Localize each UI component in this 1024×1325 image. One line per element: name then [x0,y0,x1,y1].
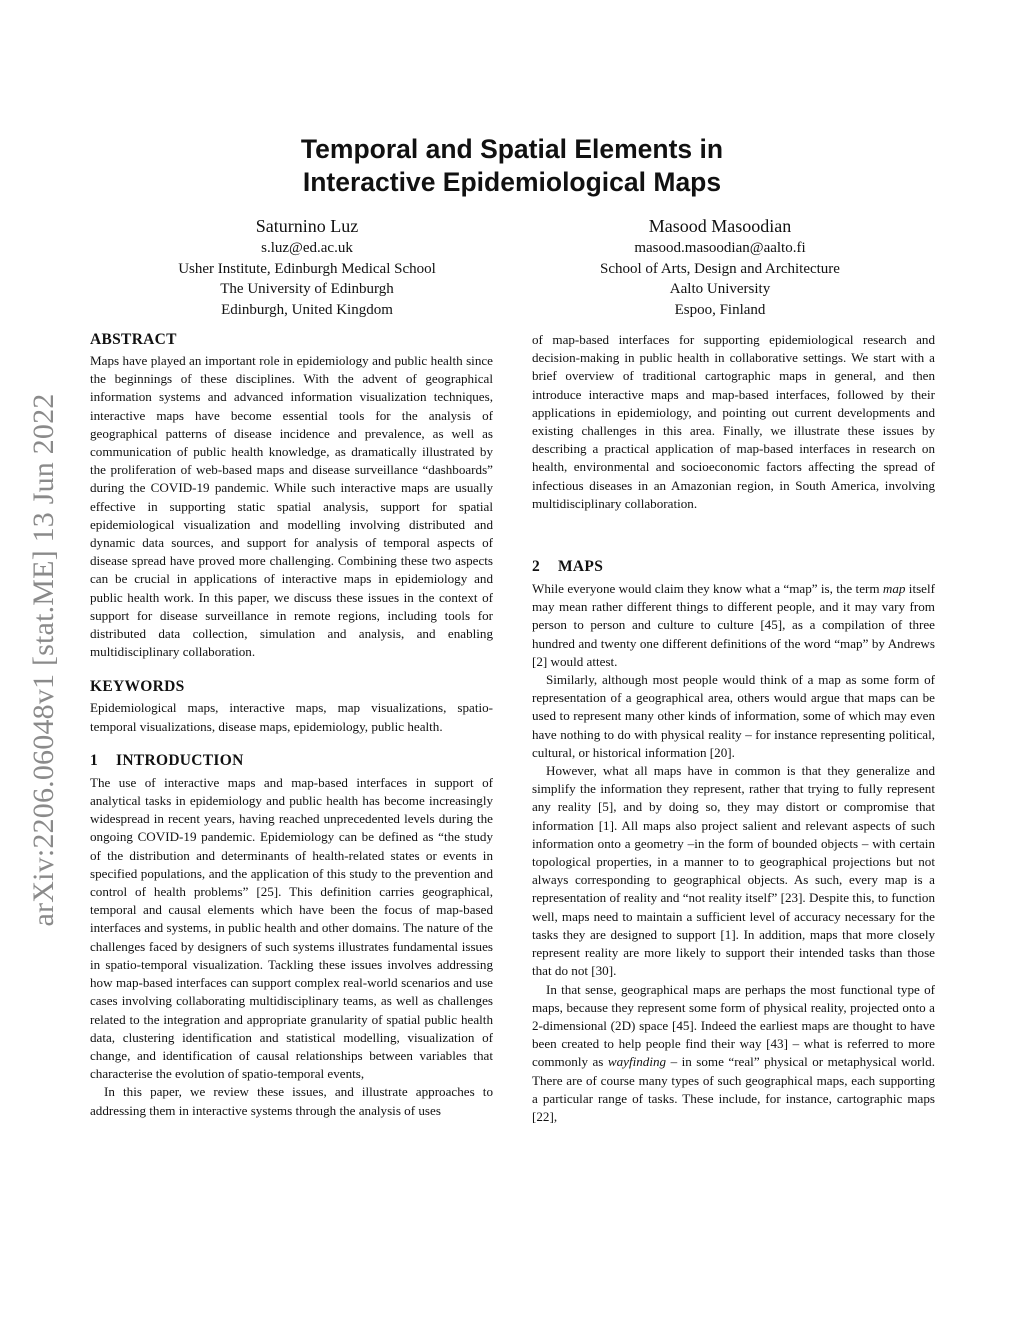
intro-paragraph-1: The use of interactive maps and map-based interfaces in support of analytical tasks in epidemiology and public health has become increasingly widespread in recent years, having reached unprecedented levels during the ongoing COVID-19 pandemic. Epidemiology can be defined as “the study of the distribution and determinants of health-related states or events in specified populations, and the application of this study to the prevention and control of health problems” [25]. This definition carries geographical, temporal and causal elements which have been the focus of map-based interfaces and systems, in public health and other domains. The nature of the challenges faced by designers of such systems illustrates fundamental issues in spatio-temporal visualization. Tackling these issues involves addressing how map-based interfaces can support complex real-world scenarios and use cases involving collaborating multidisciplinary teams, as well as challenges related to the integration and appropriate granularity of spatial public health data, clustering identification and statistical modelling, visualization of change, and identification of causal relationships between variables that characterise the evolution of spatio-temporal events, [90,774,493,1082]
keywords-text: Epidemiological maps, interactive maps, map visualizations, spatio-temporal visualizations, disease maps, epidemiology, public health. [90,700,493,734]
author-location: Espoo, Finland [674,301,766,318]
author-affiliation: Aalto University [669,281,771,297]
maps-paragraph-1: While everyone would claim they know what a “map” is, the term map itself may mean rather different things to different people, and it may vary from person to person and culture to culture [45], as a compilation of three hundred and twenty one different definitions of the word “map” by Andrews [2] would attest. [532,581,935,669]
section-title: INTRODUCTION [116,751,244,769]
intro-paragraph-2: In this paper, we review these issues, and illustrate approaches to addressing them in interactive systems through the analysis of uses [90,1084,493,1118]
author-block-1 [97,215,517,320]
abstract-text: Maps have played an important role in epidemiology and public health since the beginnings of these disciplines. With the advent of geographical information systems and advanced information visualization techniques, interactive maps have become essential tools for the analysis of geographical patterns of disease incidence and prevalence, as well as communication of public health knowledge, as dramatically illustrated by the proliferation of web-based maps and disease surveillance “dashboards” during the COVID-19 pandemic. While such interactive maps are usually effective in supporting static spatial analysis, support for spatial epidemiological visualization and modelling involving distributed and dynamic data sources, and support for analysis of temporal aspects of disease spread have proved more challenging. Combining these two aspects can be crucial in applications of interactive maps in epidemiology and public health work. In this paper, we discuss these issues in the context of support for disease surveillance in remote regions, including tools for distributed data collection, simulation and analysis, and enabling multidisciplinary collaboration. [90,353,493,660]
emphasis-term: map [882,581,906,597]
paper-title [0,133,1024,199]
author-name: Masood Masoodian [648,216,792,236]
author-name: Saturnino Luz [255,216,359,236]
author-affiliation: The University of Edinburgh [220,281,394,297]
author-email: masood.masoodian@aalto.fi [634,240,806,256]
section-heading-maps [532,557,935,577]
paper-title-line-2: Interactive Epidemiological Maps [302,167,722,197]
left-column [90,330,493,1120]
right-column [532,331,935,1126]
section-heading-introduction [90,751,493,771]
author-location: Edinburgh, United Kingdom [221,301,393,318]
intro-paragraph-2-continued: of map-based interfaces for supporting epidemiological research and decision-making in public health in collaborative settings. We start with a brief overview of traditional cartographic maps in general, and then introduce interactive maps and map-based interfaces, followed by their applications in epidemiology, and pointing out current developments and existing challenges in this area. Finally, we illustrate these issues by describing a practical application of map-based interfaces in research on health, environmental and socioeconomic factors affecting the spread of infectious diseases in an Amazonian region, in South America, involving multidisciplinary collaboration. [532,332,935,511]
author-affiliation: School of Arts, Design and Architecture [600,260,840,277]
paper-title-line-1: Temporal and Spatial Elements in [300,134,724,164]
section-title: MAPS [558,558,604,576]
section-number: 2 [532,558,541,576]
section-number: 1 [90,751,99,769]
maps-paragraph-4: In that sense, geographical maps are perhaps the most functional type of maps, because they represent some form of physical reality, projected onto a 2-dimensional (2D) space [45]. Indeed the earliest maps are thought to have been created to help people find their way [43] – what is referred to more commonly as wayfinding – in some “real” physical or metaphysical world. There are of course many types of such geographical maps, each supporting a particular range of tasks. These include, for instance, cartographic maps [22], [532,981,936,1124]
arxiv-identifier-text: arXiv:2206.06048v1 [stat.ME] 13 Jun 2022 [27,393,60,927]
emphasis-term: wayfinding [607,1054,667,1070]
keywords-heading: KEYWORDS [90,678,185,696]
maps-paragraph-2: Similarly, although most people would think of a map as some form of representation of a geographical area, others would argue that maps can be used to represent many other kinds of information, some of which may even have nothing to do with physical reality – for instance representing political, cultural, or historical information [20]. [532,672,935,760]
author-affiliation: Usher Institute, Edinburgh Medical School [178,260,436,277]
abstract-heading: ABSTRACT [90,331,177,348]
maps-paragraph-3: However, what all maps have in common is that they generalize and simplify the information they represent, rather that trying to fully represent any reality [5], and by doing so, they may distort or compromise that information [1]. All maps also project salient and relevant aspects of such information onto a geometry –in the form of bounded objects – with certain topological properties, in a manner to to geographical projections but not always corresponding to geographical objects. As such, every map is a representation of reality and “not reality itself” [23]. Despite this, to function well, maps need to maintain a sufficient level of accuracy necessary for the tasks they are designed to support [1]. In addition, maps that more closely represent reality are more likely to support their intended tasks than those that do not [30]. [532,763,935,979]
author-email: s.luz@ed.ac.uk [261,240,353,256]
author-block-2 [510,215,930,320]
